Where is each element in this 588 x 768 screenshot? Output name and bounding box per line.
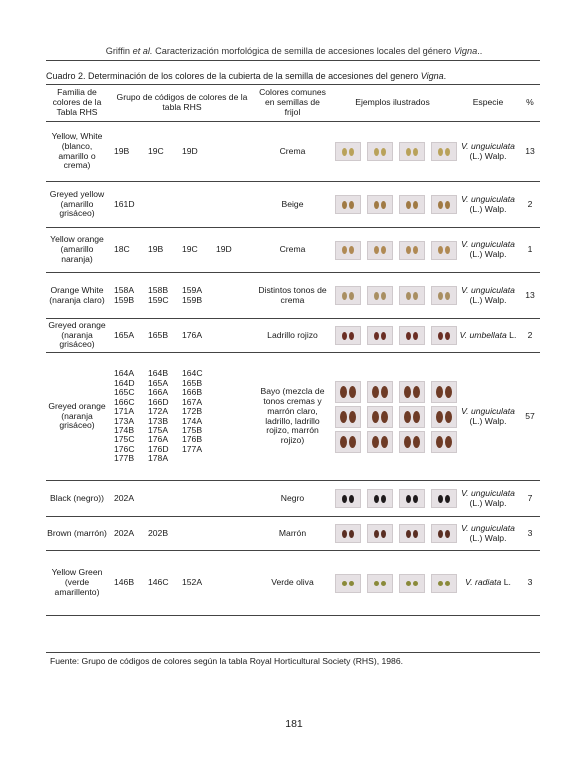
seed-photo	[399, 489, 425, 508]
cell-common-color: Marrón	[256, 517, 329, 551]
seed-photo	[399, 286, 425, 305]
seed-icon	[413, 292, 418, 300]
running-head-authors: Griffin	[105, 46, 131, 56]
seed-icon	[349, 411, 356, 423]
cell-common-color: Beige	[256, 182, 329, 228]
seed-photo	[335, 142, 361, 161]
species-author: L.	[509, 329, 517, 340]
table-row	[46, 273, 540, 319]
cell-species	[456, 319, 520, 353]
seed-photo	[335, 406, 361, 428]
rhs-code: 18C	[114, 244, 130, 255]
table-row	[46, 551, 540, 616]
seed-photo	[367, 195, 393, 214]
seed-photo	[367, 574, 393, 593]
seed-icon	[404, 411, 411, 423]
seed-photo	[335, 431, 361, 453]
seed-icon	[349, 386, 356, 398]
rhs-code: 164D	[114, 377, 135, 388]
color-table	[46, 85, 540, 616]
rhs-code: 19D	[182, 145, 198, 156]
species-author: (L.) Walp.	[469, 203, 507, 214]
seed-icon	[342, 246, 347, 254]
cell-species	[456, 551, 520, 616]
cell-family: Greyed orange (naranja grisáceo)	[46, 353, 108, 481]
running-head-suffix: ..	[477, 46, 483, 56]
seed-icon	[413, 332, 418, 340]
header-common: Colores comunes en semillas de frijol	[256, 85, 329, 122]
seed-photo	[399, 431, 425, 453]
cell-codes	[108, 319, 256, 353]
table-row	[46, 228, 540, 273]
rhs-code: 159B	[114, 294, 135, 305]
seed-photo	[367, 431, 393, 453]
cell-examples	[329, 319, 456, 353]
seed-icon	[372, 411, 379, 423]
seed-icon	[438, 292, 443, 300]
cell-codes	[108, 228, 256, 273]
species-name: V. unguiculata	[461, 522, 515, 533]
table-footnote: Fuente: Grupo de códigos de colores según la tabla Royal Horticultural Society (RHS), 1986.	[50, 656, 404, 666]
cell-common-color: Bayo (mezcla de tonos cremas y marrón claro, ladrillo, ladrillo rojizo, marrón rojizo)	[256, 353, 329, 481]
seed-icon	[349, 246, 354, 254]
seed-photo	[335, 195, 361, 214]
seed-icon	[445, 530, 450, 538]
cell-family: Black (negro))	[46, 481, 108, 517]
table-row	[46, 517, 540, 551]
species-name: V. unguiculata	[461, 405, 515, 416]
cell-examples	[329, 273, 456, 319]
rhs-code: 173A	[114, 415, 135, 426]
seed-photo	[399, 195, 425, 214]
header-percent: %	[520, 85, 540, 122]
rhs-code: 152A	[182, 577, 203, 588]
seed-photo	[431, 195, 457, 214]
rhs-code: 19D	[216, 244, 232, 255]
seed-icon	[374, 495, 379, 503]
cell-percent: 1	[520, 228, 540, 273]
caption-text: Determinación de los colores de la cubierta de la semilla de accesiones del genero	[88, 71, 419, 81]
cell-family: Greyed orange (naranja grisáceo)	[46, 319, 108, 353]
seed-photo	[335, 489, 361, 508]
seed-icon	[438, 530, 443, 538]
seed-icon	[374, 332, 379, 340]
seed-photo	[399, 406, 425, 428]
cell-examples	[329, 182, 456, 228]
seed-icon	[349, 581, 354, 586]
cell-percent: 3	[520, 551, 540, 616]
seed-photo	[431, 524, 457, 543]
rhs-code: 176C	[114, 443, 135, 454]
rhs-code: 159A	[182, 285, 203, 296]
seed-photo	[431, 326, 457, 345]
rhs-code: 176A	[182, 329, 203, 340]
cell-common-color: Verde oliva	[256, 551, 329, 616]
cell-common-color: Negro	[256, 481, 329, 517]
seed-icon	[406, 495, 411, 503]
rhs-code: 19B	[114, 145, 130, 156]
seed-icon	[342, 495, 347, 503]
seed-icon	[342, 530, 347, 538]
seed-icon	[436, 386, 443, 398]
species-author: L.	[503, 577, 511, 588]
seed-photo	[335, 286, 361, 305]
rhs-code: 177B	[114, 453, 135, 464]
cell-family: Orange White (naranja claro)	[46, 273, 108, 319]
seed-icon	[372, 386, 379, 398]
seed-icon	[374, 148, 379, 156]
seed-icon	[349, 332, 354, 340]
seed-photo	[367, 406, 393, 428]
species-name: V. unguiculata	[461, 239, 515, 250]
seed-icon	[342, 581, 347, 586]
rhs-code: 164B	[148, 368, 169, 379]
seed-icon	[381, 201, 386, 209]
rhs-code: 19C	[148, 145, 164, 156]
seed-icon	[349, 436, 356, 448]
cell-species	[456, 481, 520, 517]
cell-common-color: Ladrillo rojizo	[256, 319, 329, 353]
seed-icon	[445, 292, 450, 300]
rhs-code: 158B	[148, 285, 169, 296]
running-head-title: Caracterización morfológica de semilla de accesiones locales del género	[155, 46, 452, 56]
seed-photo	[399, 326, 425, 345]
cell-family: Yellow, White (blanco, amarillo o crema)	[46, 122, 108, 182]
cell-family: Yellow orange (amarillo naranja)	[46, 228, 108, 273]
cell-codes	[108, 517, 256, 551]
seed-photo	[431, 142, 457, 161]
rhs-code: 167A	[182, 396, 203, 407]
seed-icon	[374, 530, 379, 538]
species-name: V. unguiculata	[461, 487, 515, 498]
seed-icon	[381, 332, 386, 340]
cell-examples	[329, 228, 456, 273]
seed-photo	[399, 381, 425, 403]
seed-icon	[438, 332, 443, 340]
seed-icon	[413, 411, 420, 423]
seed-photo	[367, 286, 393, 305]
rhs-code: 172B	[182, 406, 203, 417]
seed-icon	[406, 148, 411, 156]
seed-icon	[438, 201, 443, 209]
seed-photo	[367, 489, 393, 508]
seed-icon	[342, 292, 347, 300]
seed-icon	[381, 436, 388, 448]
rhs-code: 166A	[148, 387, 169, 398]
header-species: Especie	[456, 85, 520, 122]
rhs-code: 176A	[148, 434, 169, 445]
species-author: (L.) Walp.	[469, 532, 507, 543]
seed-photo	[335, 574, 361, 593]
rhs-code: 178A	[148, 453, 169, 464]
seed-icon	[381, 148, 386, 156]
cell-codes	[108, 481, 256, 517]
rhs-code: 165A	[148, 377, 169, 388]
seed-photo	[367, 142, 393, 161]
seed-photo	[399, 574, 425, 593]
seed-icon	[445, 246, 450, 254]
seed-icon	[381, 411, 388, 423]
rhs-code: 172A	[148, 406, 169, 417]
running-head-et-al: et al.	[132, 46, 153, 56]
table-row	[46, 122, 540, 182]
cell-codes	[108, 182, 256, 228]
seed-icon	[413, 148, 418, 156]
header-rule	[46, 60, 540, 61]
seed-icon	[340, 386, 347, 398]
cell-common-color: Crema	[256, 122, 329, 182]
rhs-code: 174A	[182, 415, 203, 426]
seed-icon	[413, 246, 418, 254]
rhs-code: 19C	[182, 244, 198, 255]
rhs-code: 174B	[114, 424, 135, 435]
cell-species	[456, 228, 520, 273]
cell-codes	[108, 273, 256, 319]
seed-icon	[445, 581, 450, 586]
seed-icon	[445, 495, 450, 503]
seed-photo	[335, 241, 361, 260]
seed-photo	[431, 489, 457, 508]
seed-icon	[349, 495, 354, 503]
seed-icon	[406, 246, 411, 254]
rhs-code: 165B	[182, 377, 203, 388]
table-row	[46, 319, 540, 353]
cell-examples	[329, 551, 456, 616]
cell-percent: 13	[520, 122, 540, 182]
seed-icon	[406, 581, 411, 586]
table-row	[46, 481, 540, 517]
cell-examples	[329, 353, 456, 481]
running-head-genus: Vigna	[453, 46, 478, 56]
rhs-code: 202A	[114, 492, 135, 503]
seed-icon	[381, 386, 388, 398]
seed-icon	[413, 386, 420, 398]
cell-examples	[329, 517, 456, 551]
seed-icon	[445, 436, 452, 448]
rhs-code: 165B	[148, 329, 169, 340]
header-examples: Ejemplos ilustrados	[329, 85, 456, 122]
seed-icon	[374, 292, 379, 300]
seed-icon	[340, 436, 347, 448]
rhs-code: 177A	[182, 443, 203, 454]
cell-codes	[108, 353, 256, 481]
seed-photo	[367, 326, 393, 345]
rhs-code: 146C	[148, 577, 169, 588]
rhs-code: 202A	[114, 527, 135, 538]
rhs-code: 176B	[182, 434, 203, 445]
seed-icon	[413, 530, 418, 538]
seed-icon	[413, 201, 418, 209]
seed-photo	[431, 574, 457, 593]
caption-label: Cuadro 2.	[46, 71, 86, 81]
cell-percent: 13	[520, 273, 540, 319]
seed-icon	[438, 246, 443, 254]
seed-icon	[413, 495, 418, 503]
seed-photo	[399, 524, 425, 543]
rhs-code: 176D	[148, 443, 169, 454]
cell-common-color: Crema	[256, 228, 329, 273]
rhs-code: 173B	[148, 415, 169, 426]
seed-photo	[335, 381, 361, 403]
cell-percent: 2	[520, 319, 540, 353]
seed-icon	[406, 530, 411, 538]
table-row	[46, 182, 540, 228]
seed-photo	[335, 326, 361, 345]
seed-icon	[406, 292, 411, 300]
seed-icon	[349, 201, 354, 209]
seed-icon	[372, 436, 379, 448]
seed-icon	[374, 246, 379, 254]
rhs-code: 171A	[114, 406, 135, 417]
seed-icon	[445, 201, 450, 209]
header-codes: Grupo de códigos de colores de la tabla RHS	[108, 85, 256, 122]
seed-icon	[445, 386, 452, 398]
species-name: V. unguiculata	[461, 193, 515, 204]
cell-family: Brown (marrón)	[46, 517, 108, 551]
rhs-code: 165C	[114, 387, 135, 398]
seed-icon	[413, 581, 418, 586]
species-name: V. unguiculata	[461, 140, 515, 151]
seed-photo	[431, 241, 457, 260]
cell-species	[456, 353, 520, 481]
seed-photo	[335, 524, 361, 543]
species-author: (L.) Walp.	[469, 415, 507, 426]
species-name: V. radiata	[465, 577, 502, 588]
rhs-code: 175C	[114, 434, 135, 445]
seed-photo	[367, 241, 393, 260]
seed-icon	[438, 495, 443, 503]
rhs-code: 158A	[114, 285, 135, 296]
cell-percent: 7	[520, 481, 540, 517]
seed-photo	[431, 286, 457, 305]
cell-species	[456, 182, 520, 228]
cell-percent: 3	[520, 517, 540, 551]
seed-photo	[399, 142, 425, 161]
rhs-code: 19B	[148, 244, 164, 255]
seed-icon	[445, 411, 452, 423]
cell-common-color: Distintos tonos de crema	[256, 273, 329, 319]
seed-photo	[431, 431, 457, 453]
table-caption	[46, 71, 546, 81]
seed-icon	[438, 148, 443, 156]
seed-icon	[374, 581, 379, 586]
rhs-code: 166D	[148, 396, 169, 407]
rhs-code: 164A	[114, 368, 135, 379]
cell-examples	[329, 481, 456, 517]
cell-family: Yellow Green (verde amarillento)	[46, 551, 108, 616]
seed-icon	[445, 332, 450, 340]
cell-examples	[329, 122, 456, 182]
cell-codes	[108, 551, 256, 616]
seed-photo	[431, 406, 457, 428]
rhs-code: 146B	[114, 577, 135, 588]
cell-family: Greyed yellow (amarillo grisáceo)	[46, 182, 108, 228]
seed-icon	[381, 292, 386, 300]
header-family: Familia de colores de la Tabla RHS	[46, 85, 108, 122]
table-row	[46, 353, 540, 481]
rhs-code: 164C	[182, 368, 203, 379]
seed-icon	[349, 292, 354, 300]
seed-icon	[381, 246, 386, 254]
rhs-code: 175A	[148, 424, 169, 435]
running-head	[0, 46, 588, 56]
seed-icon	[406, 332, 411, 340]
seed-icon	[340, 411, 347, 423]
cell-percent: 57	[520, 353, 540, 481]
seed-icon	[374, 201, 379, 209]
rhs-code: 159B	[182, 294, 203, 305]
seed-icon	[436, 436, 443, 448]
table-header-row	[46, 85, 540, 122]
page-number: 181	[285, 718, 303, 730]
seed-icon	[404, 386, 411, 398]
species-author: (L.) Walp.	[469, 294, 507, 305]
rhs-code: 165A	[114, 329, 135, 340]
species-author: (L.) Walp.	[469, 497, 507, 508]
seed-icon	[349, 530, 354, 538]
cell-percent: 2	[520, 182, 540, 228]
seed-photo	[399, 241, 425, 260]
seed-photo	[367, 524, 393, 543]
rhs-code: 202B	[148, 527, 169, 538]
cell-codes	[108, 122, 256, 182]
rhs-code: 175B	[182, 424, 203, 435]
table-bottom-rule	[46, 652, 540, 653]
rhs-code: 159C	[148, 294, 169, 305]
seed-icon	[404, 436, 411, 448]
seed-icon	[381, 530, 386, 538]
rhs-code: 161D	[114, 198, 135, 209]
caption-end: .	[443, 71, 447, 81]
seed-icon	[342, 201, 347, 209]
seed-icon	[445, 148, 450, 156]
caption-genus: Vigna	[420, 71, 444, 81]
seed-icon	[406, 201, 411, 209]
cell-species	[456, 122, 520, 182]
species-name: V. umbellata	[459, 329, 507, 340]
seed-icon	[381, 581, 386, 586]
species-name: V. unguiculata	[461, 284, 515, 295]
seed-icon	[349, 148, 354, 156]
rhs-code: 166C	[114, 396, 135, 407]
cell-species	[456, 517, 520, 551]
seed-icon	[413, 436, 420, 448]
seed-icon	[438, 581, 443, 586]
rhs-code: 166B	[182, 387, 203, 398]
seed-icon	[436, 411, 443, 423]
seed-icon	[342, 148, 347, 156]
seed-icon	[381, 495, 386, 503]
seed-photo	[431, 381, 457, 403]
species-author: (L.) Walp.	[469, 150, 507, 161]
seed-photo	[367, 381, 393, 403]
seed-icon	[342, 332, 347, 340]
cell-species	[456, 273, 520, 319]
species-author: (L.) Walp.	[469, 249, 507, 259]
